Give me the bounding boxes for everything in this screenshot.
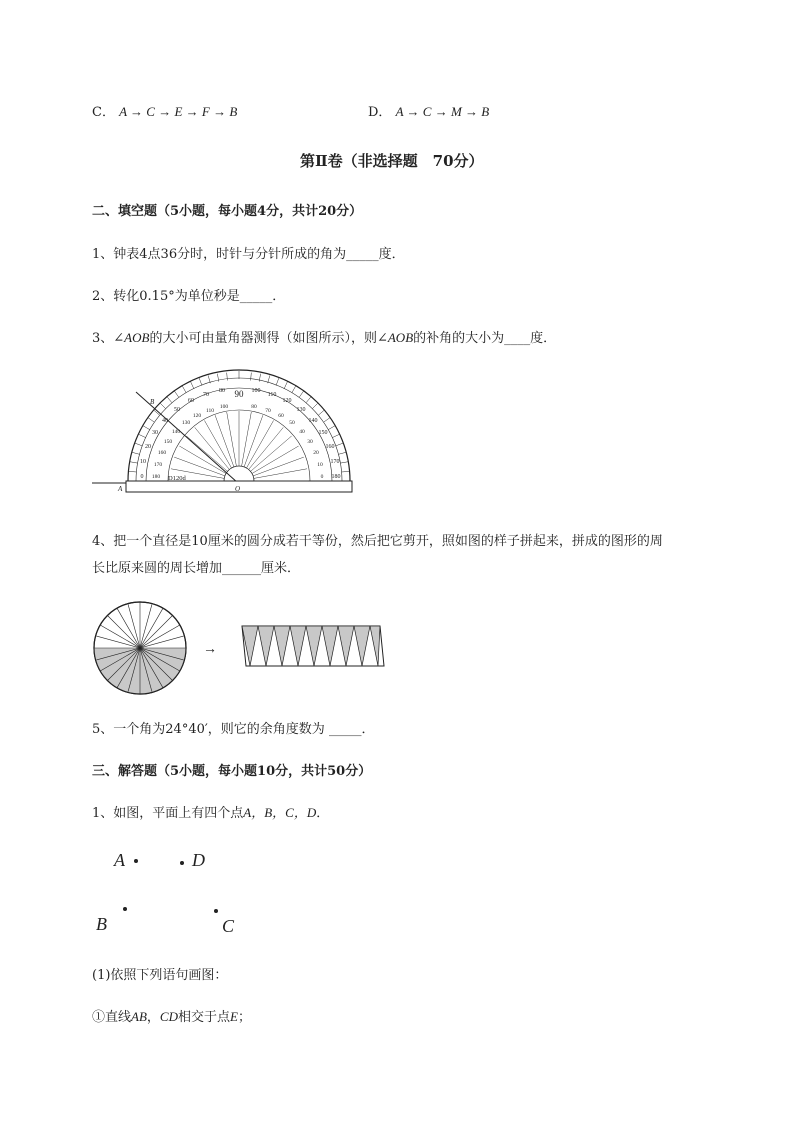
answer-sub1: (1)依照下列语句画图：	[92, 968, 228, 983]
choice-c-label: C．	[92, 105, 115, 120]
point-b-label: B	[96, 914, 107, 934]
svg-text:50: 50	[174, 407, 180, 413]
svg-text:50: 50	[289, 420, 295, 426]
protractor-inner-labels	[152, 404, 324, 480]
answer-q1: 1、如图，平面上有四个点A，B，C，D．	[92, 805, 330, 821]
svg-text:180: 180	[331, 474, 341, 480]
fill-heading: 二、填空题（5小题，每小题4分，共计20分）	[92, 204, 363, 219]
svg-text:130: 130	[181, 420, 191, 426]
svg-text:0: 0	[320, 474, 324, 480]
svg-text:160: 160	[157, 450, 167, 456]
svg-text:80: 80	[251, 404, 257, 410]
four-points-figure	[92, 842, 252, 942]
point-b	[123, 907, 127, 911]
arrow-icon: →	[203, 642, 217, 657]
point-a	[134, 859, 138, 863]
circle-sectors	[94, 602, 186, 694]
protractor-model: D120d	[168, 475, 186, 482]
choice-d	[368, 101, 489, 120]
point-d	[180, 861, 184, 865]
answer-sub1-item1: ①直线AB，CD相交于点E；	[92, 1009, 251, 1025]
svg-text:180: 180	[151, 474, 161, 480]
circle-rearrangement-figure	[92, 600, 402, 698]
svg-text:30: 30	[307, 439, 313, 445]
svg-text:140: 140	[308, 418, 318, 424]
svg-text:0: 0	[140, 474, 144, 480]
svg-text:80: 80	[219, 388, 225, 394]
protractor-spokes	[170, 411, 308, 481]
fill-q3: 3、∠AOB的大小可由量角器测得（如图所示），则∠AOB的补角的大小为____度．	[92, 330, 557, 346]
point-c-label: C	[222, 916, 235, 936]
fill-q5: 5、一个角为24°40′，则它的余角度数为 _____．	[92, 722, 375, 737]
choice-c	[92, 101, 237, 120]
svg-text:170: 170	[330, 459, 340, 465]
choice-d-path: A → C → M → B	[395, 104, 490, 119]
answer-heading: 三、解答题（5小题，每小题10分，共计50分）	[92, 764, 372, 779]
svg-text:20: 20	[313, 450, 319, 456]
protractor-center-mark: 90	[234, 389, 244, 399]
svg-text:60: 60	[188, 398, 194, 404]
svg-text:70: 70	[265, 408, 271, 414]
svg-text:130: 130	[296, 407, 306, 413]
svg-text:150: 150	[163, 439, 173, 445]
svg-text:150: 150	[318, 430, 328, 436]
svg-text:170: 170	[153, 462, 163, 468]
svg-text:120: 120	[192, 413, 202, 419]
point-c	[214, 909, 218, 913]
fill-q4-line2: 长比原来圆的周长增加______厘米．	[92, 561, 301, 576]
protractor-label-o: O	[235, 485, 241, 493]
choice-c-path: A → C → E → F → B	[119, 104, 238, 119]
fill-q1: 1、钟表4点36分时，时针与分针所成的角为_____度．	[92, 247, 405, 262]
fill-q2: 2、转化0.15°为单位秒是_____．	[92, 289, 286, 304]
svg-text:110: 110	[267, 392, 277, 398]
svg-text:40: 40	[299, 429, 305, 435]
svg-text:20: 20	[145, 444, 151, 450]
svg-text:100: 100	[251, 388, 261, 394]
point-d-label: D	[192, 850, 205, 870]
svg-text:10: 10	[317, 462, 323, 468]
svg-text:100: 100	[219, 404, 229, 410]
fill-q4-line1: 4、把一个直径是10厘米的圆分成若干等份，然后把它剪开，照如图的样子拼起来，拼成的图形的周	[92, 534, 663, 549]
svg-text:120: 120	[282, 398, 292, 404]
part2-title: 第Ⅱ卷（非选择题 70分）	[300, 152, 484, 170]
svg-text:110: 110	[205, 408, 215, 414]
svg-text:10: 10	[140, 459, 146, 465]
protractor-label-a: A	[118, 485, 123, 493]
protractor-figure	[88, 366, 360, 498]
choice-d-label: D．	[368, 105, 392, 120]
svg-text:40: 40	[162, 418, 168, 424]
svg-text:70: 70	[203, 392, 209, 398]
svg-text:60: 60	[278, 413, 284, 419]
svg-text:160: 160	[325, 444, 335, 450]
svg-text:30: 30	[152, 430, 158, 436]
point-a-label: A	[114, 850, 125, 870]
protractor-label-b: B	[150, 398, 155, 406]
svg-text:140: 140	[171, 429, 181, 435]
